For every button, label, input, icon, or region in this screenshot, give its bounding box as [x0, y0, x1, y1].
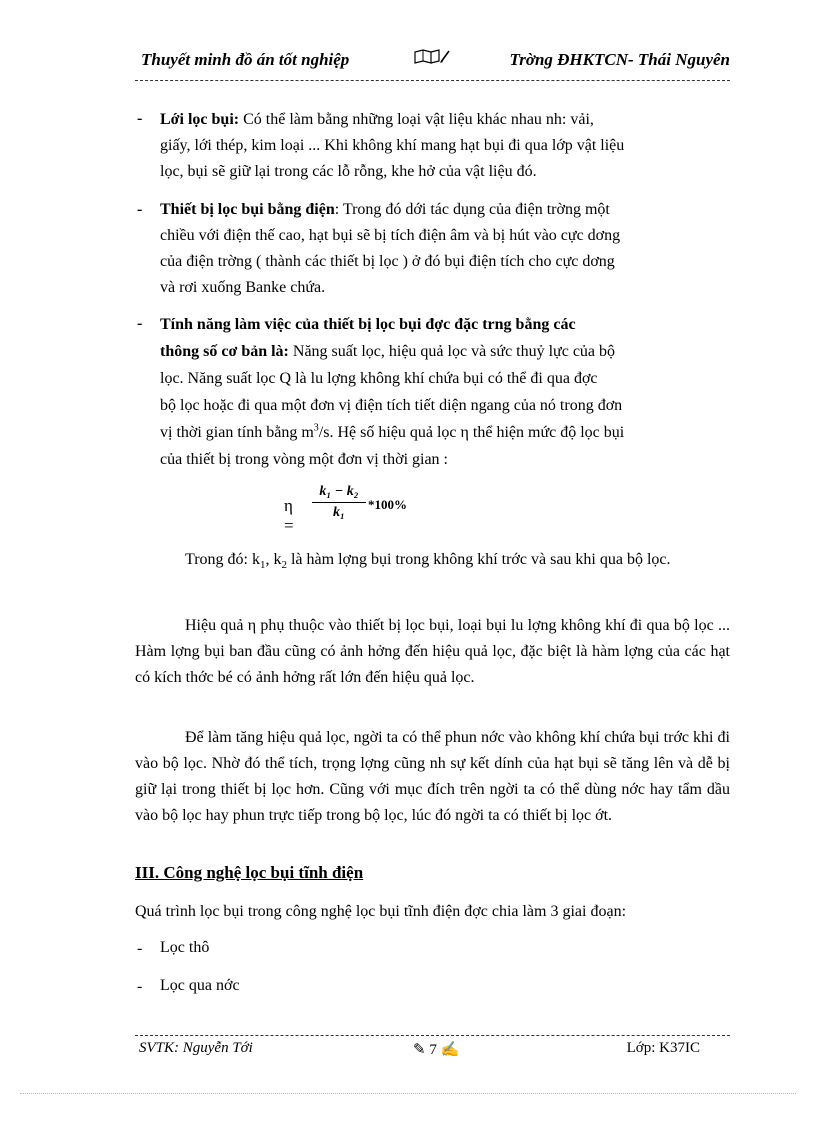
section-heading: III. Công nghệ lọc bụi tĩnh điện — [135, 863, 364, 882]
paragraph-intro: Quá trình lọc bụi trong công nghệ lọc bụi tĩnh điện đợc chia làm 3 giai đoạn: — [135, 903, 627, 920]
list-item-line: Năng suất lọc, hiệu quả lọc và sức thuỷ lực của bộ — [292, 343, 616, 360]
bullet-marker: - — [137, 315, 143, 332]
subscript: 2 — [281, 559, 287, 572]
stage-item: Lọc qua nớc — [160, 977, 240, 994]
formula-fraction — [312, 484, 366, 521]
list-item-line: Có thể làm bằng những loại vật liệu khác nhau nh: vải, — [243, 111, 594, 128]
list-item-line: lọc. Năng suất lọc Q là lu lợng không khí chứa bụi có thể đi qua đợc — [160, 370, 598, 387]
list-item-line: vị thời gian tính bằng m — [160, 424, 314, 441]
list-item-line: của thiết bị trong vòng một đơn vị thời gian : — [160, 451, 448, 468]
list-item-line: của điện trờng ( thành các thiết bị lọc ) ở đó bụi điện tích cho cực dơng — [160, 253, 615, 270]
header-divider — [135, 80, 730, 81]
formula-denominator: k₁ — [333, 505, 345, 520]
list-item-lead: Tính năng làm việc của thiết bị lọc bụi đợc đặc trng bằng các — [160, 316, 576, 333]
header-title-left: Thuyết minh đồ án tốt nghiệp — [141, 50, 350, 69]
list-item-line: giấy, lới thép, kim loại ... Khi không khí mang hạt bụi đi qua lớp vật liệu — [160, 137, 625, 154]
bullet-marker: - — [137, 978, 143, 995]
paragraph-efficiency: Hiệu quả η phụ thuộc vào thiết bị lọc bụi, loại bụi lu lợng không khí đi qua bộ lọc ... Hàm lợng bụi ban đầu cũng có ảnh hởng đến hiệu quả lọc, đặc biệt là hàm lợng của các hạt có kích thớc bé có ảnh hởng rất lớn đến hiệu quả lọc. — [135, 617, 730, 686]
list-item-electric-filter — [160, 197, 730, 301]
footer-class: Lớp: K37IC — [626, 1040, 700, 1056]
book-pen-icon — [413, 48, 451, 71]
text-run: Trong đó: k — [185, 551, 260, 568]
paragraph-definition — [135, 547, 730, 573]
stage-item: Lọc thô — [160, 939, 210, 956]
list-item-line: lọc, bụi sẽ giữ lại trong các lỗ rỗng, khe hở của vật liệu đó. — [160, 163, 537, 180]
list-item-lead-2: thông số cơ bản là: — [160, 343, 289, 360]
footer-student: SVTK: Nguyễn Tới — [139, 1040, 253, 1056]
formula-lhs: η = — [284, 496, 294, 535]
list-item-lead: Thiết bị lọc bụi bằng điện — [160, 201, 335, 218]
list-item-performance — [160, 311, 730, 473]
subscript: 1 — [259, 559, 266, 572]
footer-divider — [135, 1035, 730, 1036]
paragraph-wet-filter: Để làm tăng hiệu quả lọc, ngời ta có thể phun nớc vào không khí chứa bụi trớc khi đi vào bộ lọc. Nhờ đó thể tích, trọng lợng cũng nh sự kết dính của hạt bụi sẽ tăng lên và dễ bị giữ lại trong thiết bị lọc hơn. Cũng với mục đích trên ngời ta có thể dùng nớc hay tẩm dầu vào bộ lọc hay phun trực tiếp trong bộ lọc, lúc đó ngời ta có thiết bị lọc ớt. — [135, 729, 730, 824]
list-item-line: /s. Hệ số hiệu quả lọc η thể hiện mức độ lọc bụi — [318, 424, 625, 441]
bullet-marker: - — [137, 110, 143, 127]
text-run: là hàm lợng bụi trong không khí trớc và sau khi qua bộ lọc. — [286, 551, 671, 568]
page-number: ✎ 7 ✍ — [413, 1042, 460, 1058]
superscript: 3 — [313, 422, 319, 434]
list-item-filter-mesh — [160, 107, 730, 185]
bullet-marker: - — [137, 940, 143, 957]
bullet-marker: - — [137, 201, 143, 218]
list-item-line: bộ lọc hoặc đi qua một đơn vị điện tích tiết diện ngang của nó trong đơn — [160, 397, 623, 414]
list-item-line: và rơi xuống Banke chứa. — [160, 279, 326, 296]
list-item-line: : Trong đó dới tác dụng của điện trờng một — [334, 201, 610, 218]
formula-numerator: k₁ − k₂ — [312, 484, 366, 503]
list-item-lead: Lới lọc bụi: — [160, 111, 240, 128]
formula-multiplier: *100% — [368, 497, 407, 512]
page-bottom-border — [20, 1093, 796, 1094]
list-item-line: chiều với điện thế cao, hạt bụi sẽ bị tích điện âm và bị hút vào cực dơng — [160, 227, 621, 244]
text-run: , k — [265, 551, 282, 568]
header-title-right: Trờng ĐHKTCN- Thái Nguyên — [509, 50, 730, 69]
